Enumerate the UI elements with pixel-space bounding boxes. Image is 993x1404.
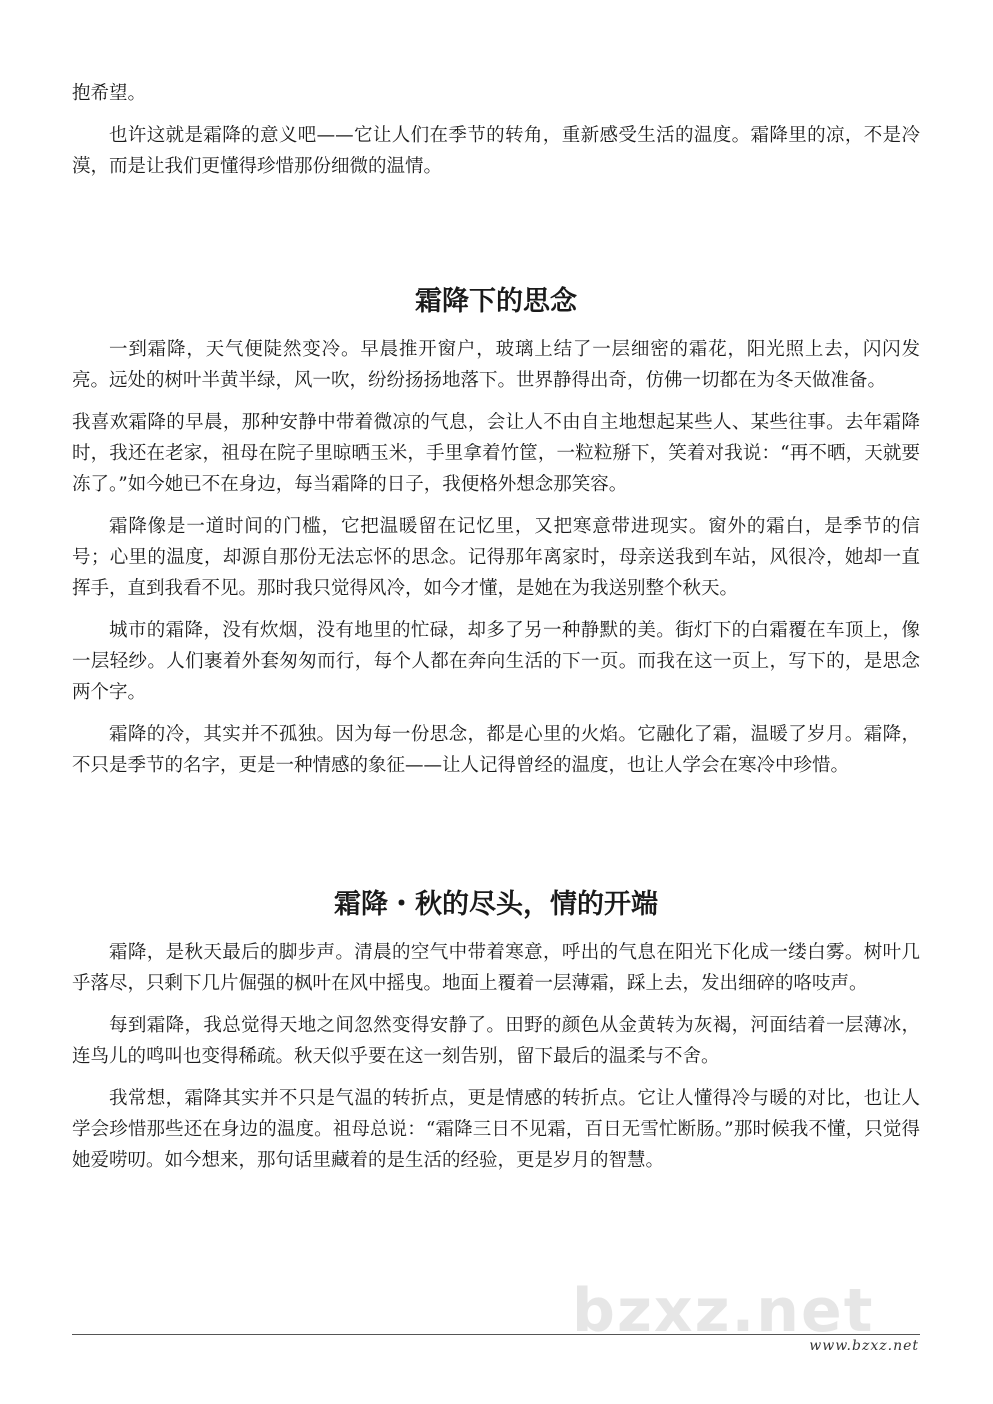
document-page [72,78,920,1176]
section-2-paragraph-2: 每到霜降，我总觉得天地之间忽然变得安静了。田野的颜色从金黄转为灰褐，河面结着一层薄冰，连鸟儿的鸣叫也变得稀疏。秋天似乎要在这一刻告别，留下最后的温柔与不舍。 [72,1015,920,1067]
section-1-title: 霜降下的思念 [415,286,577,317]
watermark-logo: bzxz.net [572,1276,875,1346]
footer-url: www.bzxz.net [809,1338,919,1354]
section-2-paragraph-1: 霜降，是秋天最后的脚步声。清晨的空气中带着寒意，呼出的气息在阳光下化成一缕白雾。树叶几乎落尽，只剩下几片倔强的枫叶在风中摇曳。地面上覆着一层薄霜，踩上去，发出细碎的咯吱声。 [72,942,920,994]
section-1-paragraph-3: 霜降像是一道时间的门槛，它把温暖留在记忆里，又把寒意带进现实。窗外的霜白，是季节的信号；心里的温度，却源自那份无法忘怀的思念。记得那年离家时，母亲送我到车站，风很冷，她却一直挥手，直到我看不见。那时我只觉得风冷，如今才懂，是她在为我送别整个秋天。 [72,516,920,599]
section-1-paragraph-4: 城市的霜降，没有炊烟，没有地里的忙碌，却多了另一种静默的美。街灯下的白霜覆在车顶上，像一层轻纱。人们裹着外套匆匆而行，每个人都在奔向生活的下一页。而我在这一页上，写下的，是思念两个字。 [72,620,920,703]
section-1-paragraph-2: 我喜欢霜降的早晨，那种安静中带着微凉的气息，会让人不由自主地想起某些人、某些往事。去年霜降时，我还在老家，祖母在院子里晾晒玉米，手里拿着竹筐，一粒粒掰下，笑着对我说：“再不晒，天就要冻了。”如今她已不在身边，每当霜降的日子，我便格外想念那笑容。 [72,412,920,495]
footer-divider [72,1334,920,1335]
section-1-paragraph-1: 一到霜降，天气便陡然变冷。早晨推开窗户，玻璃上结了一层细密的霜花，阳光照上去，闪闪发亮。远处的树叶半黄半绿，风一吹，纷纷扬扬地落下。世界静得出奇，仿佛一切都在为冬天做准备。 [72,339,920,391]
intro-paragraph-1: 抱希望。 [72,83,147,104]
section-2-paragraph-3: 我常想，霜降其实并不只是气温的转折点，更是情感的转折点。它让人懂得冷与暖的对比，也让人学会珍惜那些还在身边的温度。祖母总说：“霜降三日不见霜，百日无雪忙断肠。”那时候我不懂，只觉得她爱唠叨。如今想来，那句话里藏着的是生活的经验，更是岁月的智慧。 [72,1088,920,1171]
section-2-title: 霜降・秋的尽头，情的开端 [334,889,658,920]
section-1-paragraph-5: 霜降的冷，其实并不孤独。因为每一份思念，都是心里的火焰。它融化了霜，温暖了岁月。霜降，不只是季节的名字，更是一种情感的象征——让人记得曾经的温度，也让人学会在寒冷中珍惜。 [72,724,920,776]
intro-paragraph-2: 也许这就是霜降的意义吧——它让人们在季节的转角，重新感受生活的温度。霜降里的凉，不是冷漠，而是让我们更懂得珍惜那份细微的温情。 [72,125,920,177]
